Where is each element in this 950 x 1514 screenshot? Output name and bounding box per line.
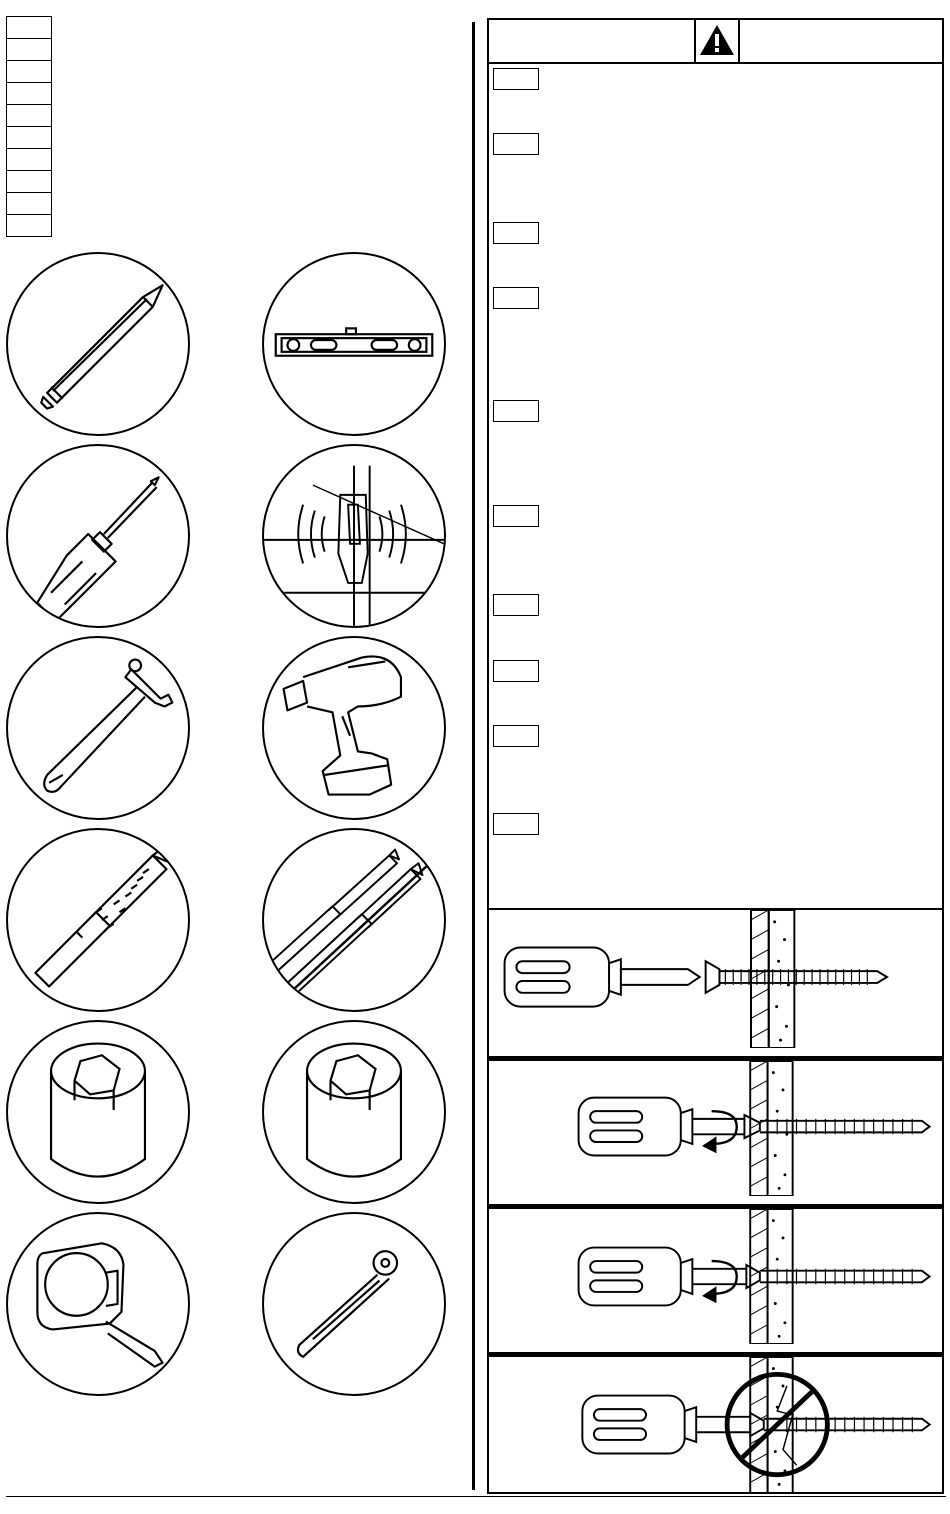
screw-overtighten-prohibited-scene [489, 1352, 942, 1494]
parts-list-cell [6, 214, 52, 237]
parts-list-cell [6, 148, 52, 171]
masonry-drill-bit-icon [262, 828, 446, 1012]
pencil-icon [6, 252, 190, 436]
warning-item-box [493, 400, 539, 422]
warning-item-box [493, 660, 539, 682]
parts-list-cell [6, 126, 52, 149]
warning-triangle-icon [696, 20, 738, 60]
warning-item-box [493, 133, 539, 155]
warning-item-box [493, 594, 539, 616]
footer-rule [6, 1496, 946, 1497]
warning-panel [487, 18, 944, 1494]
screwdriver-icon [6, 444, 190, 628]
level-icon [262, 252, 446, 436]
warning-item-box [493, 505, 539, 527]
hammer-icon [6, 636, 190, 820]
parts-list-cell [6, 16, 52, 39]
warning-item-box [493, 725, 539, 747]
parts-list-cell [6, 38, 52, 61]
stud-finder-icon [262, 444, 446, 628]
parts-list-cell [6, 104, 52, 127]
warning-item-box [493, 287, 539, 309]
parts-list-cell [6, 82, 52, 105]
parts-list-cell [6, 60, 52, 83]
socket-wrench-icon [262, 1212, 446, 1396]
screw-tighten-scene [489, 1056, 942, 1196]
drill-bit-icon [6, 828, 190, 1012]
warning-header [489, 20, 942, 64]
warning-item-box [493, 813, 539, 835]
tape-measure-icon [6, 1212, 190, 1396]
cordless-drill-icon [262, 636, 446, 820]
warning-item-box [493, 222, 539, 244]
parts-list [6, 16, 52, 240]
socket-large-icon [262, 1020, 446, 1204]
screw-drive-start-scene [489, 908, 942, 1048]
column-divider [472, 22, 475, 1490]
socket-icon [6, 1020, 190, 1204]
parts-list-cell [6, 170, 52, 193]
screw-tighten-flush-scene [489, 1204, 942, 1344]
warning-item-box [493, 68, 539, 90]
warning-icon-box [694, 20, 740, 62]
parts-list-cell [6, 192, 52, 215]
